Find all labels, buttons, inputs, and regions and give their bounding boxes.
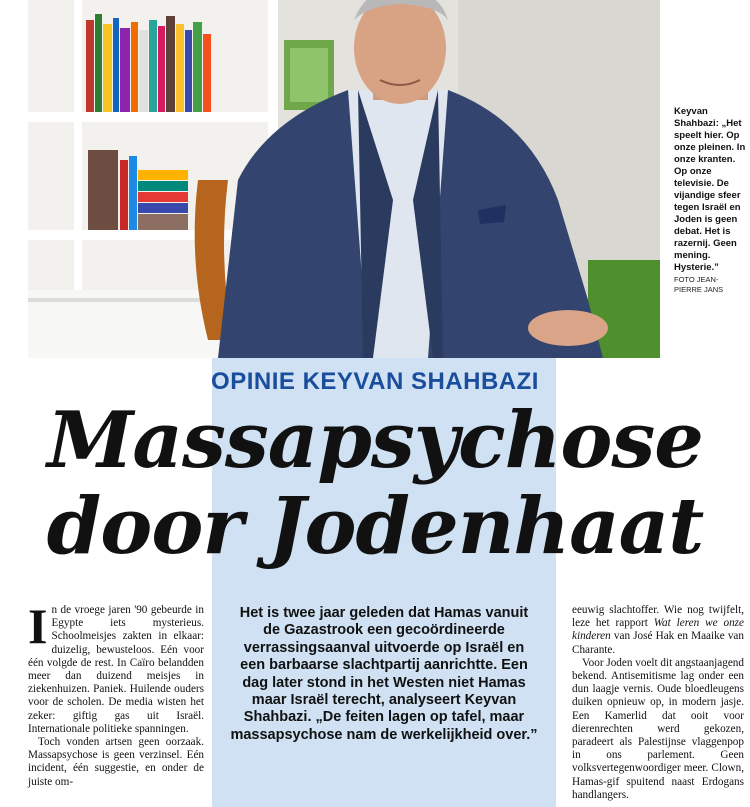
portrait-photo [28,0,660,358]
photo-caption [674,106,746,295]
portrait-illustration [28,0,660,358]
dropcap: I [28,598,48,654]
caption-text: Keyvan Shahbazi: „Het speelt hier. Op onze pleinen. In onze kranten. Op onze televisie. De vijandige sfeer tegen Israël en Joden is geen debat. Het is razernij. Geen mening. Hysterie.” [674,106,746,273]
report-title: Wat leren we onze kinderen [572,617,745,643]
headline [0,395,750,572]
body-text: eeuwig slachtoffer. Wie nog twijfelt, leze het rapport [572,604,744,630]
headline-line-1: Massapsychose [47,395,703,486]
body-paragraph: Toch vonden artsen geen oorzaak. Massapsychose is geen verzinsel. Eén incident, één suggestie, en onder de juiste om- [28,736,204,788]
body-text: n de vroege jaren '90 gebeurde in Egypte iets mysterieus. Schoolmeisjes zakten in elkaar: duizelig, bewusteloos. Eén voor één volgde de rest. In Caïro belandden meer dan duizend meisjes in ziekenhuizen. Paniek. Huilende ouders voor de scholen. De media wisten het zeker: giftig gas uit Israël. Internationale politieke spanningen. [28,604,204,735]
headline-line-2: door Jodenhaat [46,481,704,572]
lead-paragraph: Het is twee jaar geleden dat Hamas vanuit de Gazastrook een gecoördineerde verrassingsaanval uitvoerde op Israël en een barbaarse slachtpartij aanrichtte. Een dag later stond in het Westen niet Hamas maar Israël terecht, analyseert Keyvan Shahbazi. „De feiten lagen op tafel, maar massapsychose nam de werkelijkheid over.” [230,605,538,743]
kicker-label: OPINIE [211,368,296,395]
photo-credit: FOTO JEAN-PIERRE JANS [674,275,724,294]
body-text: van José Hak en Maaike van Charante. [572,630,744,656]
body-column-left [28,598,204,789]
kicker [0,368,750,396]
body-paragraph [28,598,204,736]
body-paragraph [572,604,744,657]
kicker-author: KEYVAN SHAHBAZI [302,368,539,395]
body-column-right [572,604,744,802]
body-paragraph: Voor Joden voelt dit angstaanjagend bekend. Antisemitisme lag onder een dun laagje vernis. Oude bloedleugens duiken opnieuw op, in modern jasje. Een Kamerlid dat ooit voor dierenrechten werd gekozen, paradeert als Palestijnse vlaggenpop in ons parlement. Geen volksvertegenwoordiger meer. Clown, Hamas-gif spuitend naast Erdogans handlangers. [572,656,744,801]
